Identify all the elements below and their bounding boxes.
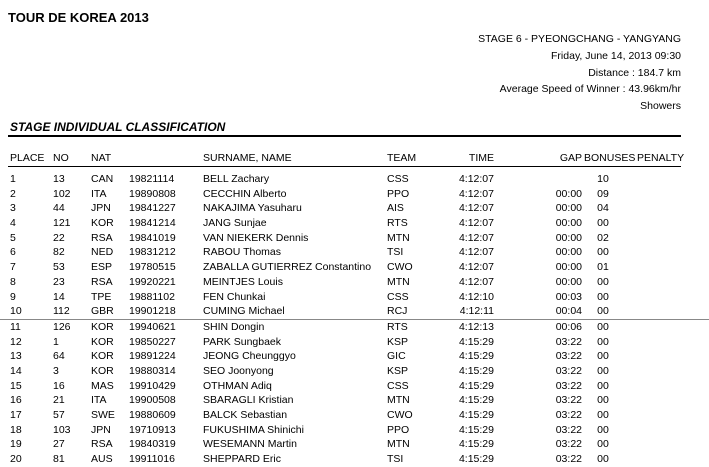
table-row bbox=[0, 379, 709, 394]
cell-no: 21 bbox=[53, 394, 65, 407]
cell-place: 20 bbox=[10, 453, 22, 466]
cell-nat: SWE bbox=[91, 409, 115, 421]
cell-gap: 00:04 bbox=[555, 305, 582, 318]
cell-time: 4:15:29 bbox=[458, 423, 494, 436]
table-row bbox=[0, 172, 709, 187]
cell-gap: 00:03 bbox=[555, 290, 582, 303]
cell-name: NAKAJIMA Yasuharu bbox=[203, 202, 302, 215]
cell-birth: 19840319 bbox=[129, 438, 176, 451]
cell-birth: 19880609 bbox=[129, 409, 176, 421]
table-row bbox=[0, 408, 709, 423]
cell-no: 13 bbox=[53, 173, 65, 185]
header-name: SURNAME, NAME bbox=[203, 152, 292, 164]
cell-team: TSI bbox=[387, 453, 404, 466]
cell-place: 7 bbox=[10, 261, 16, 274]
cell-time: 4:15:29 bbox=[458, 350, 494, 363]
cell-birth: 19891224 bbox=[129, 350, 176, 363]
cell-name: FEN Chunkai bbox=[203, 290, 266, 303]
cell-team: TSI bbox=[387, 246, 404, 259]
cell-time: 4:12:07 bbox=[458, 275, 494, 288]
cell-nat: NED bbox=[91, 246, 114, 259]
table-row bbox=[0, 304, 709, 319]
section-divider bbox=[8, 135, 681, 137]
header-penalty: PENALTY bbox=[637, 152, 685, 164]
table-row bbox=[0, 275, 709, 290]
cell-place: 5 bbox=[10, 231, 16, 244]
cell-no: 121 bbox=[53, 217, 71, 230]
cell-nat: TPE bbox=[91, 290, 112, 303]
cell-bonus: 00 bbox=[597, 335, 609, 348]
cell-bonus: 02 bbox=[597, 231, 609, 244]
cell-place: 16 bbox=[10, 394, 22, 407]
winner-speed: Average Speed of Winner : 43.96km/hr bbox=[499, 83, 681, 96]
cell-bonus: 00 bbox=[597, 438, 609, 451]
cell-birth: 19890808 bbox=[129, 187, 176, 200]
cell-team: RTS bbox=[387, 320, 408, 333]
header-gap: GAP bbox=[559, 152, 582, 164]
stage-date: Friday, June 14, 2013 09:30 bbox=[551, 49, 681, 62]
cell-name: PARK Sungbaek bbox=[203, 335, 282, 348]
cell-place: 6 bbox=[10, 246, 16, 259]
cell-nat: AUS bbox=[91, 453, 113, 466]
cell-bonus: 00 bbox=[597, 364, 609, 377]
cell-time: 4:12:07 bbox=[458, 217, 494, 230]
cell-nat: ESP bbox=[91, 261, 113, 274]
cell-time: 4:12:13 bbox=[458, 320, 494, 333]
cell-time: 4:12:07 bbox=[458, 202, 494, 215]
cell-bonus: 09 bbox=[597, 187, 609, 200]
cell-nat: KOR bbox=[91, 350, 114, 363]
cell-no: 112 bbox=[53, 305, 70, 318]
cell-team: CWO bbox=[387, 409, 413, 421]
cell-nat: ITA bbox=[91, 394, 107, 407]
cell-bonus: 00 bbox=[597, 453, 609, 466]
table-row bbox=[0, 187, 709, 202]
stage-info bbox=[478, 31, 681, 115]
header-time: TIME bbox=[468, 152, 494, 164]
cell-no: 3 bbox=[53, 364, 59, 377]
cell-team: MTN bbox=[387, 394, 410, 407]
cell-nat: GBR bbox=[91, 305, 114, 318]
cell-place: 17 bbox=[10, 409, 22, 421]
cell-no: 23 bbox=[53, 275, 65, 288]
table-row bbox=[0, 364, 709, 379]
header-place: PLACE bbox=[10, 152, 45, 164]
cell-name: RABOU Thomas bbox=[203, 246, 281, 259]
cell-name: MEINTJES Louis bbox=[203, 275, 283, 288]
cell-name: WESEMANN Martin bbox=[203, 438, 297, 451]
table-header bbox=[0, 152, 709, 166]
cell-gap: 03:22 bbox=[555, 453, 582, 466]
cell-gap: 00:00 bbox=[555, 217, 582, 230]
cell-place: 12 bbox=[10, 335, 22, 348]
cell-team: RTS bbox=[387, 217, 408, 230]
cell-time: 4:15:29 bbox=[458, 379, 494, 392]
cell-gap: 03:22 bbox=[555, 394, 582, 407]
cell-birth: 19850227 bbox=[129, 335, 176, 348]
cell-gap: 00:06 bbox=[555, 320, 582, 333]
cell-name: SHEPPARD Eric bbox=[203, 453, 281, 466]
table-row bbox=[0, 437, 709, 452]
cell-time: 4:15:29 bbox=[458, 335, 494, 348]
table-row bbox=[0, 452, 709, 467]
cell-team: MTN bbox=[387, 231, 410, 244]
cell-team: GIC bbox=[387, 350, 406, 363]
cell-team: CWO bbox=[387, 261, 413, 274]
cell-bonus: 04 bbox=[597, 202, 609, 215]
cell-no: 57 bbox=[53, 409, 65, 421]
cell-place: 4 bbox=[10, 217, 16, 230]
header-nat: NAT bbox=[91, 152, 112, 164]
cell-gap: 03:22 bbox=[555, 364, 582, 377]
cell-nat: MAS bbox=[91, 379, 114, 392]
cell-gap: 00:00 bbox=[555, 246, 582, 259]
cell-bonus: 00 bbox=[597, 350, 609, 363]
cell-no: 82 bbox=[53, 246, 65, 259]
cell-bonus: 00 bbox=[597, 409, 609, 421]
cell-time: 4:12:07 bbox=[458, 187, 494, 200]
cell-place: 19 bbox=[10, 438, 22, 451]
cell-birth: 19821114 bbox=[129, 173, 175, 185]
table-row bbox=[0, 231, 709, 246]
header-divider bbox=[8, 166, 681, 167]
cell-gap: 00:00 bbox=[555, 202, 582, 215]
table-row bbox=[0, 245, 709, 260]
cell-team: PPO bbox=[387, 187, 410, 200]
cell-nat: KOR bbox=[91, 335, 114, 348]
cell-time: 4:12:07 bbox=[458, 173, 494, 185]
cell-team: MTN bbox=[387, 438, 410, 451]
cell-place: 9 bbox=[10, 290, 16, 303]
cell-name: CUMING Michael bbox=[203, 305, 285, 318]
cell-team: CSS bbox=[387, 290, 409, 303]
cell-gap: 00:00 bbox=[555, 275, 582, 288]
cell-no: 14 bbox=[53, 290, 65, 303]
cell-nat: RSA bbox=[91, 275, 113, 288]
cell-birth: 19841214 bbox=[129, 217, 176, 230]
cell-no: 44 bbox=[53, 202, 65, 215]
cell-no: 16 bbox=[53, 379, 65, 392]
cell-name: JANG Sunjae bbox=[203, 217, 267, 230]
cell-team: CSS bbox=[387, 173, 409, 185]
cell-team: MTN bbox=[387, 275, 410, 288]
cell-no: 103 bbox=[53, 423, 71, 436]
cell-birth: 19940621 bbox=[129, 320, 176, 333]
table-row bbox=[0, 260, 709, 275]
cell-name: CECCHIN Alberto bbox=[203, 187, 287, 200]
cell-birth: 19911016 bbox=[129, 453, 175, 466]
cell-gap: 03:22 bbox=[555, 350, 582, 363]
cell-no: 126 bbox=[53, 320, 71, 333]
cell-bonus: 00 bbox=[597, 423, 609, 436]
cell-place: 3 bbox=[10, 202, 16, 215]
cell-bonus: 00 bbox=[597, 275, 609, 288]
cell-name: SEO Joonyong bbox=[203, 364, 274, 377]
cell-no: 27 bbox=[53, 438, 65, 451]
header-no: NO bbox=[53, 152, 69, 164]
cell-bonus: 00 bbox=[597, 320, 609, 333]
cell-gap: 03:22 bbox=[555, 335, 582, 348]
cell-birth: 19910429 bbox=[129, 379, 176, 392]
table-row bbox=[0, 335, 709, 350]
table-row bbox=[0, 349, 709, 364]
cell-place: 18 bbox=[10, 423, 22, 436]
cell-bonus: 01 bbox=[597, 261, 609, 274]
cell-no: 81 bbox=[53, 453, 65, 466]
cell-nat: RSA bbox=[91, 231, 113, 244]
cell-birth: 19920221 bbox=[129, 275, 176, 288]
cell-place: 13 bbox=[10, 350, 22, 363]
cell-team: KSP bbox=[387, 364, 409, 377]
cell-gap: 03:22 bbox=[555, 438, 582, 451]
cell-place: 15 bbox=[10, 379, 22, 392]
cell-nat: JPN bbox=[91, 423, 111, 436]
cell-nat: KOR bbox=[91, 364, 114, 377]
cell-birth: 19710913 bbox=[129, 423, 176, 436]
section-title: STAGE INDIVIDUAL CLASSIFICATION bbox=[10, 120, 226, 134]
document-title: TOUR DE KOREA 2013 bbox=[8, 10, 149, 25]
cell-nat: ITA bbox=[91, 187, 107, 200]
table-row bbox=[0, 319, 709, 335]
cell-name: VAN NIEKERK Dennis bbox=[203, 231, 309, 244]
cell-team: PPO bbox=[387, 423, 410, 436]
cell-bonus: 00 bbox=[597, 246, 609, 259]
cell-name: FUKUSHIMA Shinichi bbox=[203, 423, 304, 436]
cell-birth: 19880314 bbox=[129, 364, 176, 377]
cell-time: 4:12:07 bbox=[458, 231, 494, 244]
cell-name: SBARAGLI Kristian bbox=[203, 394, 294, 407]
cell-name: ZABALLA GUTIERREZ Constantino bbox=[203, 261, 372, 274]
cell-bonus: 00 bbox=[597, 290, 609, 303]
cell-time: 4:15:29 bbox=[458, 438, 494, 451]
cell-birth: 19831212 bbox=[129, 246, 176, 259]
cell-time: 4:12:10 bbox=[458, 290, 494, 303]
cell-name: JEONG Cheunggyo bbox=[203, 350, 296, 363]
cell-place: 8 bbox=[10, 275, 16, 288]
cell-team: AIS bbox=[387, 202, 404, 215]
cell-time: 4:12:07 bbox=[458, 246, 494, 259]
cell-no: 64 bbox=[53, 350, 65, 363]
table-row bbox=[0, 290, 709, 305]
cell-time: 4:12:07 bbox=[458, 261, 494, 274]
cell-birth: 19841227 bbox=[129, 202, 176, 215]
cell-no: 22 bbox=[53, 231, 65, 244]
cell-nat: KOR bbox=[91, 320, 114, 333]
cell-nat: CAN bbox=[91, 173, 114, 185]
cell-birth: 19841019 bbox=[129, 231, 176, 244]
cell-no: 1 bbox=[53, 335, 59, 348]
cell-gap: 00:00 bbox=[555, 261, 582, 274]
cell-time: 4:15:29 bbox=[458, 453, 494, 466]
cell-time: 4:12:11 bbox=[459, 305, 494, 318]
cell-time: 4:15:29 bbox=[458, 409, 494, 421]
cell-name: SHIN Dongin bbox=[203, 320, 265, 333]
stage-name: STAGE 6 - PYEONGCHANG - YANGYANG bbox=[478, 33, 681, 45]
table-row bbox=[0, 393, 709, 408]
cell-birth: 19780515 bbox=[129, 261, 176, 274]
cell-place: 2 bbox=[10, 187, 16, 200]
table-row bbox=[0, 423, 709, 438]
cell-gap: 03:22 bbox=[555, 409, 582, 421]
header-bonuses: BONUSES bbox=[584, 152, 636, 164]
cell-nat: JPN bbox=[91, 202, 111, 215]
cell-team: KSP bbox=[387, 335, 409, 348]
cell-team: CSS bbox=[387, 379, 409, 392]
table-row bbox=[0, 216, 709, 231]
cell-name: BELL Zachary bbox=[203, 173, 270, 185]
cell-bonus: 00 bbox=[597, 305, 609, 318]
cell-place: 14 bbox=[10, 364, 22, 377]
cell-bonus: 10 bbox=[597, 173, 609, 185]
cell-nat: RSA bbox=[91, 438, 113, 451]
cell-bonus: 00 bbox=[597, 379, 609, 392]
cell-birth: 19900508 bbox=[129, 394, 176, 407]
cell-nat: KOR bbox=[91, 217, 114, 230]
cell-gap: 03:22 bbox=[555, 423, 582, 436]
cell-no: 102 bbox=[53, 187, 71, 200]
cell-time: 4:15:29 bbox=[458, 394, 494, 407]
cell-place: 1 bbox=[10, 173, 16, 185]
header-team: TEAM bbox=[387, 152, 417, 164]
cell-time: 4:15:29 bbox=[458, 364, 494, 377]
cell-name: OTHMAN Adiq bbox=[203, 379, 272, 392]
cell-gap: 00:00 bbox=[555, 187, 582, 200]
weather: Showers bbox=[640, 100, 681, 113]
stage-distance: Distance : 184.7 km bbox=[588, 66, 681, 79]
cell-place: 10 bbox=[10, 305, 22, 318]
table-row bbox=[0, 201, 709, 216]
classification-table bbox=[0, 172, 709, 467]
cell-bonus: 00 bbox=[597, 394, 609, 407]
cell-team: RCJ bbox=[387, 305, 408, 318]
cell-place: 11 bbox=[10, 320, 21, 333]
cell-birth: 19881102 bbox=[129, 290, 175, 303]
cell-birth: 19901218 bbox=[129, 305, 176, 318]
cell-no: 53 bbox=[53, 261, 65, 274]
cell-bonus: 00 bbox=[597, 217, 609, 230]
cell-gap: 00:00 bbox=[555, 231, 582, 244]
cell-gap: 03:22 bbox=[555, 379, 582, 392]
cell-name: BALCK Sebastian bbox=[203, 409, 288, 421]
